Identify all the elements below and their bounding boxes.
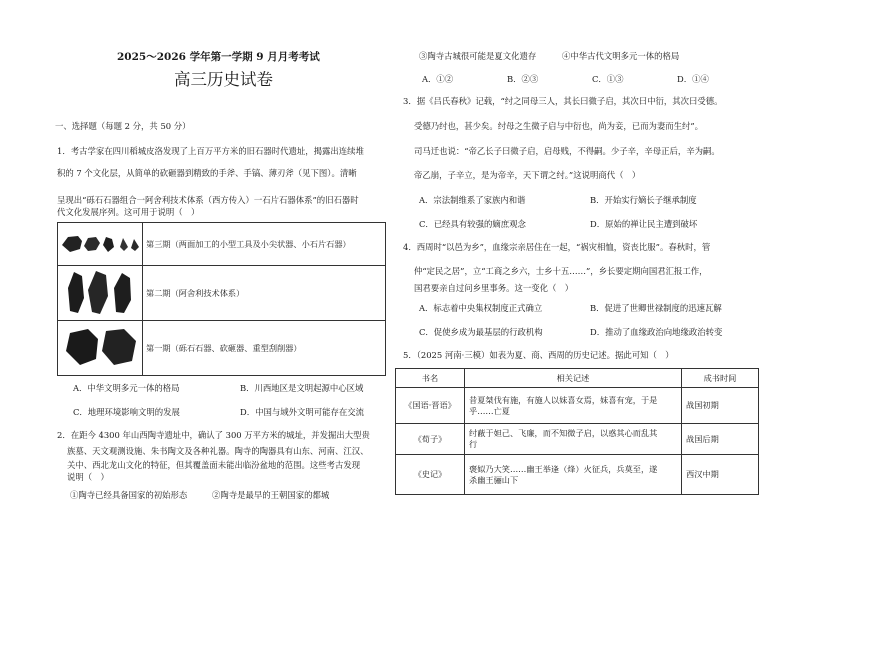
record-cell <box>465 455 682 495</box>
q4-line-1: 4．西周时“以邑为乡”，血缘宗亲居住在一起，“祸灾相恤，资丧比服”。春秋时，管 <box>403 242 711 252</box>
record-line: 褒姒乃大笑……幽王举逢（烽）火征兵，兵莫至，遂 <box>469 463 658 474</box>
stage-2-label: 第二期（阿舍利技术体系） <box>143 266 386 321</box>
q3-line-4: 帝乙崩，子辛立，是为帝辛，天下谓之纣。”这说明商代（ ） <box>414 170 641 180</box>
q3-line-3: 司马迁也说：“帝乙长子曰微子启，启母贱，不得嗣。少子辛，辛母正后，辛为嗣。 <box>414 146 720 156</box>
handaxe-icon <box>58 266 142 318</box>
q2-line-3: 关中、西北龙山文化的特征，但其覆盖面未能出临汾盆地的范围。这些考古发现 <box>67 460 361 470</box>
q2-statement-1: ①陶寺已经具备国家的初始形态 <box>70 490 188 500</box>
table-row <box>396 455 759 495</box>
q3-option-a[interactable]: A．宗法制维系了家族内和谐 <box>419 195 526 205</box>
q3-line-2: 受德乃纣也，甚少矣。纣母之生微子启与中衍也，尚为妾，已而为妻而生纣”。 <box>414 121 704 131</box>
q3-option-b[interactable]: B．开始实行嫡长子继承制度 <box>590 195 697 205</box>
q4-option-a[interactable]: A．标志着中央集权制度正式确立 <box>419 303 543 313</box>
stage-1-tools-image <box>58 321 143 376</box>
book-cell: 《史记》 <box>396 455 465 495</box>
q2-option-a[interactable]: A．①② <box>422 74 454 84</box>
q5-history-table <box>395 368 759 495</box>
stage-3-label: 第三期（两面加工的小型工具及小尖状器、小石片石器） <box>143 223 386 266</box>
q1-line-2: 积的 7 个文化层，从简单的砍砸器到精致的手斧、手镐、薄刃斧（见下图）。清晰 <box>57 168 357 178</box>
q2-option-b[interactable]: B．②③ <box>507 74 539 84</box>
stage-3-tools-image <box>58 223 143 266</box>
small-stone-tools-icon <box>58 223 142 263</box>
q4-option-b[interactable]: B．促进了世卿世禄制度的迅速瓦解 <box>590 303 722 313</box>
record-cell <box>465 424 682 455</box>
record-line: 行 <box>469 439 478 449</box>
book-cell: 《荀子》 <box>396 424 465 455</box>
subject-title: 高三历史试卷 <box>174 70 273 89</box>
section-heading: 一、选择题（每题 2 分，共 50 分） <box>55 121 191 131</box>
table-row <box>58 266 386 321</box>
q4-line-2: 仲“定民之居”，立“工商之乡六，士乡十五……”，乡长要定期向国君汇报工作， <box>414 266 708 276</box>
q1-option-a[interactable]: A．中华文明多元一体的格局 <box>73 383 180 393</box>
q3-option-c[interactable]: C．已经具有较强的嫡庶观念 <box>419 219 526 229</box>
q2-statement-2: ②陶寺是最早的王朝国家的都城 <box>212 490 330 500</box>
q1-artifact-table <box>57 222 386 376</box>
header-record: 相关记述 <box>465 369 682 388</box>
exam-title: 2025～2026 学年第一学期 9 月月考考试 <box>117 51 320 63</box>
q3-option-d[interactable]: D．原始的禅让民主遭到破坏 <box>590 219 698 229</box>
q4-option-d[interactable]: D．推动了血缘政治向地缘政治转变 <box>590 327 723 337</box>
q1-line-3: 呈现出“砾石石器组合一阿舍利技术体系（西方传入）一石片石器体系”的旧石器时 <box>57 195 359 205</box>
stage-1-label: 第一期（砾石石器、砍砸器、重型刮削器） <box>143 321 386 376</box>
table-row <box>58 321 386 376</box>
record-line: 杀幽王骊山下 <box>469 474 519 485</box>
record-cell <box>465 388 682 424</box>
date-cell: 战国初期 <box>682 388 759 424</box>
q2-option-c[interactable]: C．①③ <box>592 74 624 84</box>
q4-line-3: 国君要亲自过问乡里事务。这一变化（ ） <box>414 283 574 293</box>
table-row <box>396 388 759 424</box>
record-line: 纣蔽于妲己、飞廉，而不知微子启，以惑其心而乱其 <box>469 428 658 438</box>
book-cell: 《国语·晋语》 <box>396 388 465 424</box>
record-line: 乎……亡夏 <box>469 405 510 416</box>
date-cell: 西汉中期 <box>682 455 759 495</box>
q1-option-c[interactable]: C．地理环境影响文明的发展 <box>73 407 180 417</box>
q4-option-c[interactable]: C．促使乡成为最基层的行政机构 <box>419 327 543 337</box>
record-line: 昔夏桀伐有施，有施人以妹喜女焉，妹喜有宠，于是 <box>469 394 658 405</box>
q1-option-d[interactable]: D．中国与域外文明可能存在交流 <box>240 407 364 417</box>
table-header-row <box>396 369 759 388</box>
q3-line-1: 3．据《吕氏春秋》记载，“纣之同母三人，其长曰微子启，其次曰中衍，其次曰受德。 <box>403 96 723 106</box>
q2-line-2: 族墓、天文观测设施、朱书陶文及各种礼器。陶寺的陶器具有山东、河南、江汉、 <box>67 446 369 456</box>
header-book: 书名 <box>396 369 465 388</box>
q2-statement-3: ③陶寺古城很可能是夏文化遗存 <box>419 51 537 61</box>
q2-line-4: 说明（ ） <box>67 472 109 482</box>
table-row <box>58 223 386 266</box>
date-cell: 战国后期 <box>682 424 759 455</box>
q2-line-1: 2．在距今 4300 年山西陶寺遗址中，确认了 300 万平方米的城址，并发掘出大型贵 <box>57 430 370 440</box>
q2-option-d[interactable]: D．①④ <box>677 74 709 84</box>
stage-2-tools-image <box>58 266 143 321</box>
q5-line-1: 5．（2025 河南·三模）如表为夏、商、西周的历史记述。据此可知（ ） <box>403 350 674 360</box>
q1-option-b[interactable]: B．川西地区是文明起源中心区域 <box>240 383 364 393</box>
chopper-icon <box>58 321 142 373</box>
table-row <box>396 424 759 455</box>
q2-statement-4: ④中华古代文明多元一体的格局 <box>562 51 680 61</box>
q1-line-4: 代文化发展序列。这可用于说明（ ） <box>57 207 200 217</box>
q1-line-1: 1．考古学家在四川稻城皮洛发现了上百万平方米的旧石器时代遗址，揭露出连续堆 <box>57 146 364 156</box>
header-date: 成书时间 <box>682 369 759 388</box>
